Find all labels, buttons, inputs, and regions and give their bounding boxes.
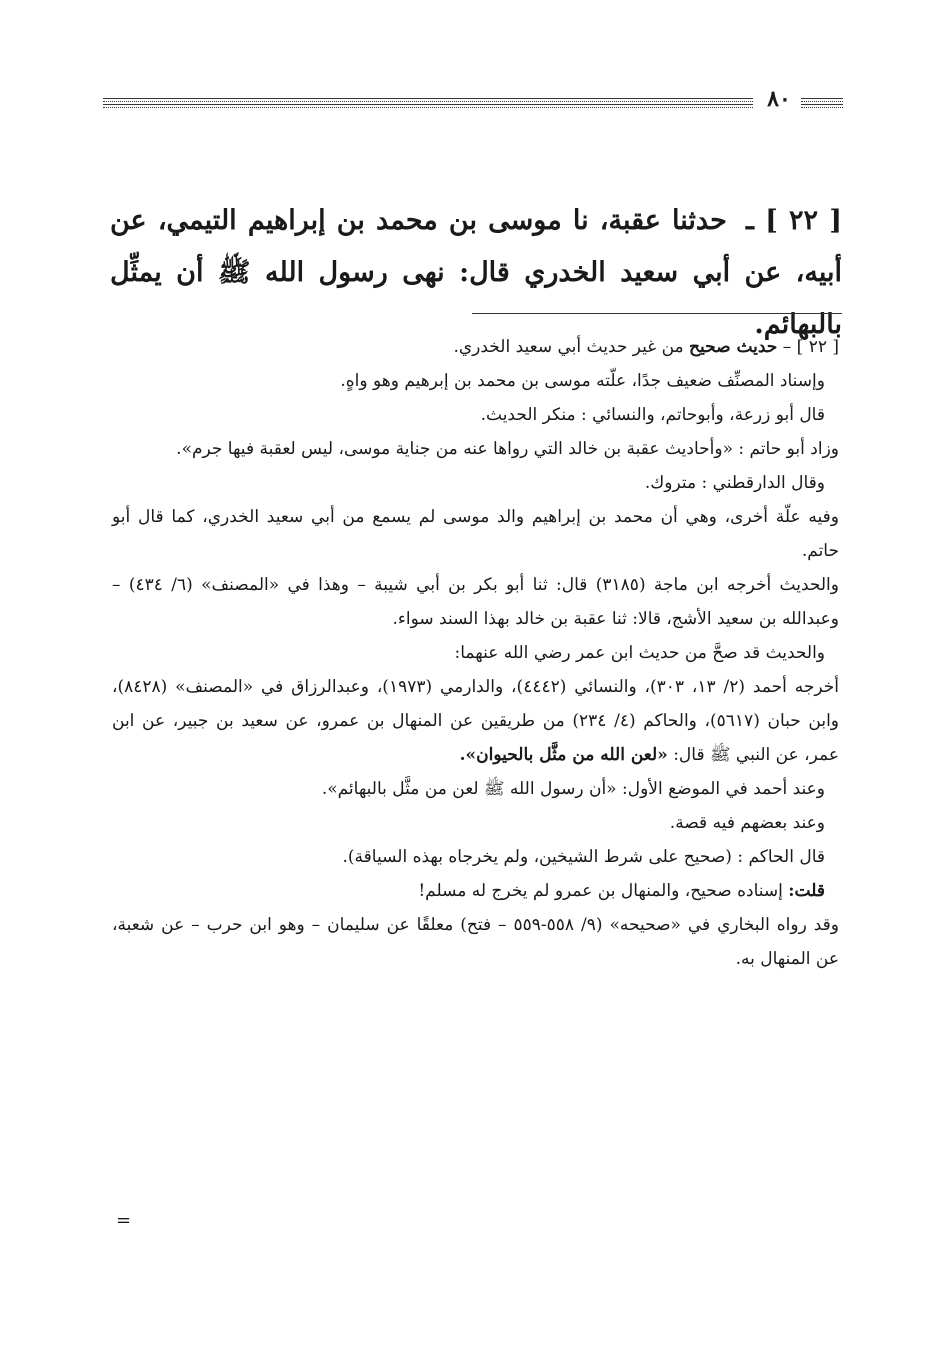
header-rule-left (103, 98, 753, 110)
footnote-line: أخرجه أحمد (٢/ ١٣، ٣٠٣)، والنسائي (٤٤٤٢)، والدارمي (١٩٧٣)، وعبدالرزاق في «المصنف» (٨٤٢٨)، وابن حبان (٥٦١٧)، والحاكم (٤/ ٢٣٤) من طريقين عن المنهال بن عمرو، عن سعيد بن جبير، عن ابن عمر، عن النبي ﷺ قال: «لعن الله من مثَّل بالحيوان». (112, 677, 839, 765)
footnote-line: والحديث قد صحَّ من حديث ابن عمر رضي الله عنهما: (454, 643, 825, 663)
footnote-line: وقال الدارقطني : متروك. (644, 473, 825, 493)
footnote-line: وإسناد المصنِّف ضعيف جدًا، علّته موسى بن محمد بن إبرهيم وهو واهٍ. (340, 371, 825, 391)
footnotes (112, 330, 839, 976)
grade-label: حديث صحيح (689, 337, 778, 357)
footnote-line: وزاد أبو حاتم : «وأحاديث عقبة بن خالد التي رواها عنه من جناية موسى، ليس لعقبة فيها جرم». (176, 439, 839, 459)
footnote-number: [ ٢٢ ] – (782, 337, 839, 357)
footnote-line: وفيه علّة أخرى، وهي أن محمد بن إبراهيم والد موسى لم يسمع من أبي سعيد الخدري، كما قال أبو حاتم. (112, 507, 839, 561)
page-number: ٨٠ (767, 86, 791, 112)
hadith-body: حدثنا عقبة، نا موسى بن محمد بن إبراهيم التيمي، عن أبيه، عن أبي سعيد الخدري قال: نهى رسول الله ﷺ أن يمثِّل بالبهائم. (110, 205, 842, 340)
header-rule-right (801, 98, 843, 110)
footnote-line: وعند بعضهم فيه قصة. (669, 813, 825, 833)
footnote-line: والحديث أخرجه ابن ماجة (٣١٨٥) قال: ثنا أبو بكر بن أبي شيبة – وهذا في «المصنف» (٦/ ٤٣٤) – وعبدالله بن سعيد الأشج، قالا: ثنا عقبة بن خالد بهذا السند سواء. (112, 575, 839, 629)
continuation-mark: = (116, 1210, 132, 1231)
footnote-line: قال الحاكم : (صحيح على شرط الشيخين، ولم يخرجاه بهذه السياقة). (342, 847, 825, 867)
footnote-line: قلت: إسناده صحيح، والمنهال بن عمرو لم يخرج له مسلم! (418, 881, 825, 901)
hadith-quote: «لعن الله من مثَّل بالحيوان». (459, 745, 668, 765)
author-comment-label: قلت: (788, 881, 825, 901)
hadith-number: [ ٢٢ ] ـ (745, 205, 842, 236)
page-header (103, 88, 843, 118)
footnote-line: قال أبو زرعة، وأبوحاتم، والنسائي : منكر الحديث. (480, 405, 825, 425)
footnote-line: وعند أحمد في الموضع الأول: «أن رسول الله ﷺ لعن من مثَّل بالبهائم». (321, 779, 825, 799)
footnote-line: [ ٢٢ ] – حديث صحيح من غير حديث أبي سعيد الخدري. (453, 337, 839, 357)
footnote-separator (472, 313, 842, 314)
footnote-line: وقد رواه البخاري في «صحيحه» (٩/ ٥٥٨-٥٥٩ – فتح) معلقًا عن سليمان – وهو ابن حرب – عن شعبة، عن المنهال به. (112, 915, 839, 969)
hadith-text (110, 195, 842, 351)
